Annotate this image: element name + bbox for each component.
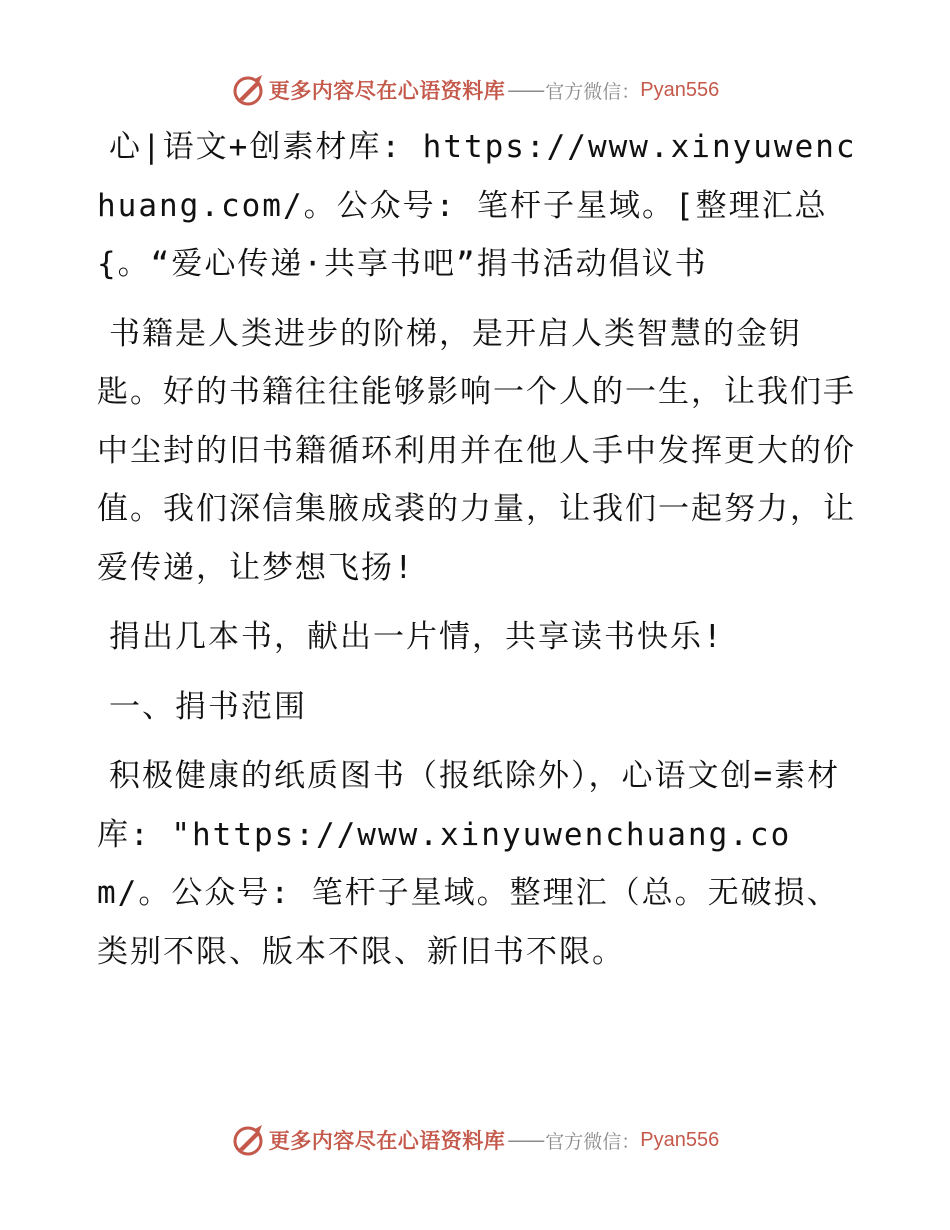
paragraph-text: 书籍是人类进步的阶梯，是开启人类智慧的金钥匙。好的书籍往往能够影响一个人的一生，让我们手中尘封的旧书籍循环利用并在他人手中发挥更大的价值。我们深信集腋成裘的力量，让我们一起努力，让爱传递，让梦想飞扬! (97, 315, 856, 586)
footer-banner (0, 1120, 950, 1160)
quill-logo-icon (231, 73, 265, 107)
banner-wechat-label: 官方微信： (545, 1130, 641, 1153)
banner-title: 更多内容尽在心语资料库 (268, 78, 506, 103)
paragraph-slogan (97, 608, 857, 667)
paragraph-scope (97, 747, 857, 981)
banner-wechat-id: Pyan556 (640, 78, 720, 101)
paragraph-title (97, 118, 857, 294)
banner-dash: —— (507, 1128, 544, 1152)
banner-title: 更多内容尽在心语资料库 (268, 1128, 506, 1153)
header-banner (0, 70, 950, 110)
paragraph-text: 一、捐书范围 (109, 688, 307, 725)
paragraph-intro (97, 305, 857, 598)
quill-logo-icon (231, 1123, 265, 1157)
banner-wechat-label: 官方微信： (545, 80, 641, 103)
banner-dash: —— (507, 78, 544, 102)
banner-wechat-id: Pyan556 (640, 1128, 720, 1151)
paragraph-text: 积极健康的纸质图书（报纸除外），心语文创=素材库: "https://www.xinyuwenchuang.com/。公众号: 笔杆子星域。整理汇（总。无破损、类别不限、版本不限、新旧书不限。 (97, 758, 841, 970)
paragraph-text: 捐出几本书，献出一片情，共享读书快乐! (109, 619, 724, 655)
paragraph-text: 心|语文+创素材库: https://www.xinyuwenchuang.com/。公众号: 笔杆子星域。[整理汇总{。“爱心传递·共享书吧”捐书活动倡议书 (97, 129, 857, 282)
section-heading (97, 678, 857, 737)
document-body (97, 118, 857, 992)
